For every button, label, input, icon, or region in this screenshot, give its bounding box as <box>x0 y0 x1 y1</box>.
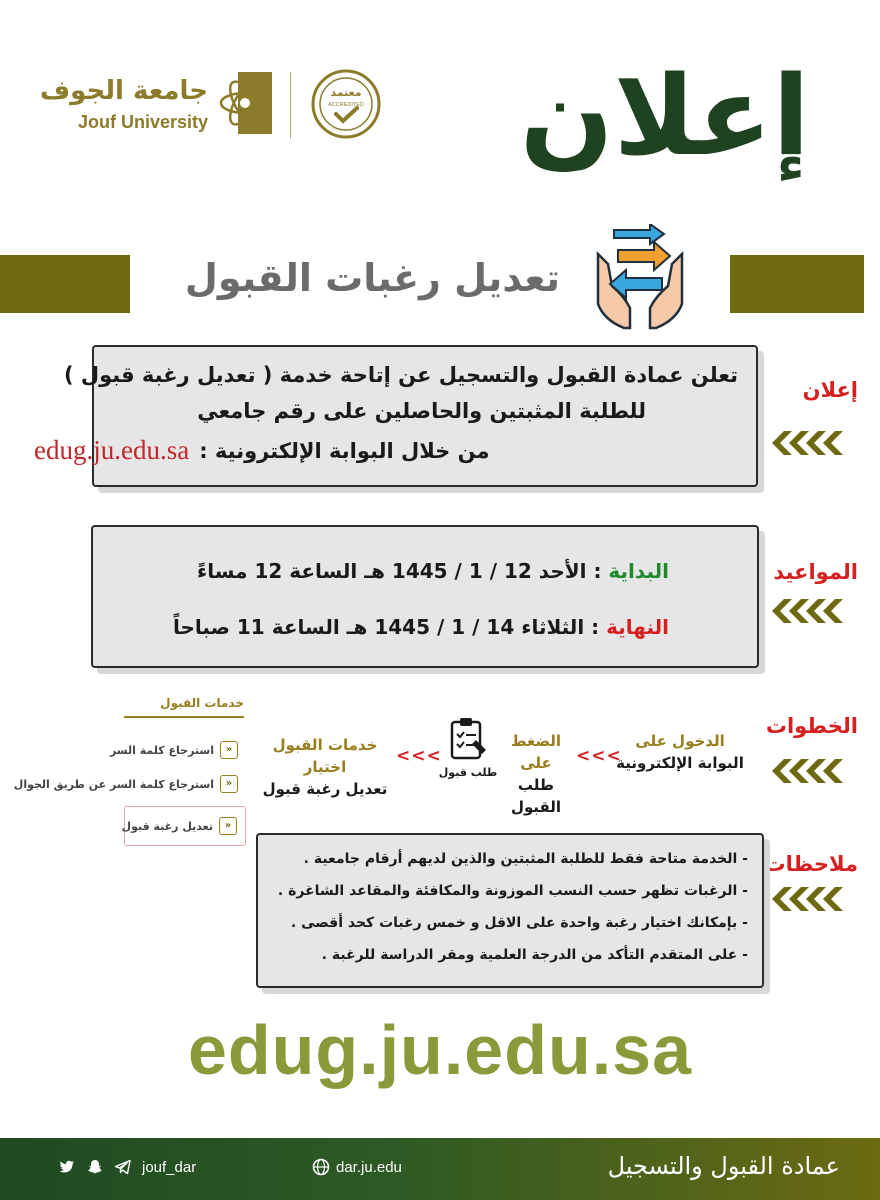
telegram-icon[interactable] <box>114 1158 132 1176</box>
snapchat-icon[interactable] <box>86 1158 104 1176</box>
accredited-seal-icon <box>310 68 382 140</box>
step-1 <box>612 730 748 774</box>
step-3-line-1: خدمات القبول اختيار <box>272 736 378 776</box>
section-label-notes: ملاحظات <box>764 852 858 876</box>
university-name-ar: جامعة الجوف <box>39 76 208 106</box>
hands-exchange-icon <box>590 224 690 334</box>
clipboard-caption: طلب قبول <box>438 766 498 779</box>
chevron-right-icon: » <box>220 775 238 793</box>
announcement-portal-text: من خلال البوابة الإلكترونية : <box>199 438 490 463</box>
end-date-label: النهاية <box>606 615 669 639</box>
menu-item-label: استرجاع كلمة السر <box>109 743 214 757</box>
step-2-line-2: طلب القبول <box>510 776 562 816</box>
globe-icon <box>312 1158 330 1176</box>
section-label-dates: المواعيد <box>773 560 858 584</box>
chevrons-icon <box>770 756 850 786</box>
services-menu-underline <box>124 716 244 718</box>
announcement-box <box>34 345 758 487</box>
notes-box <box>256 833 764 988</box>
step-1-line-1: الدخول على <box>635 732 725 750</box>
step-1-line-2: البوابة الإلكترونية <box>616 754 744 772</box>
announcement-url-link[interactable]: edug.ju.edu.sa <box>34 435 190 465</box>
announcement-line-3 <box>34 435 664 466</box>
start-date-label: البداية <box>608 559 669 583</box>
note-item: - بإمكانك اختيار رغبة واحدة على الاقل و خمس رغبات كحد أقصى . <box>290 915 748 931</box>
university-name-en: Jouf University <box>77 112 208 132</box>
step-2-line-1: الضغط على <box>510 732 562 772</box>
title-band-left <box>0 255 130 313</box>
chevrons-icon <box>770 428 850 458</box>
step-3 <box>254 734 396 800</box>
header-divider <box>290 72 291 138</box>
clipboard-icon <box>448 716 488 762</box>
menu-item-password-recovery-mobile[interactable] <box>13 772 238 796</box>
portal-url-link[interactable]: edug.ju.edu.sa <box>187 1011 693 1089</box>
footer-website[interactable] <box>312 1158 402 1176</box>
note-item: - على المتقدم التأكد من الدرجة العلمية ومقر الدراسة للرغبة . <box>321 947 748 963</box>
end-date-line <box>109 615 669 639</box>
seal-text-ar: معتمد <box>330 86 362 99</box>
footer-social <box>58 1158 196 1176</box>
section-label-announcement: إعلان <box>802 378 858 402</box>
menu-item-label: استرجاع كلمة السر عن طريق الجوال <box>13 777 214 791</box>
chevrons-icon <box>770 884 850 914</box>
footer-website-label: dar.ju.edu <box>336 1158 402 1176</box>
footer-handle-label: jouf_dar <box>142 1158 197 1176</box>
step-3-line-2: تعديل رغبة قبول <box>262 780 388 798</box>
section-label-steps: الخطوات <box>765 714 858 738</box>
services-menu-title: خدمات القبول <box>160 696 244 710</box>
note-item: - الخدمة متاحة فقط للطلبة المثبتين والذين لديهم أرقام جامعية . <box>303 851 748 867</box>
menu-item-modify-preference[interactable] <box>121 806 246 846</box>
dates-box <box>91 525 759 668</box>
chevrons-icon <box>770 596 850 626</box>
step-2 <box>494 730 578 818</box>
start-date-value: : الأحد 12 / 1 / 1445 هـ الساعة 12 مساءً <box>197 559 602 583</box>
menu-item-label: تعديل رغبة قبول <box>121 819 213 833</box>
step-arrows-1: <<< <box>576 746 622 766</box>
menu-item-password-recovery[interactable] <box>48 738 238 762</box>
service-title: تعديل رغبات القبول <box>184 256 560 300</box>
page-headline: إعلان <box>519 52 810 180</box>
start-date-line <box>109 559 669 583</box>
end-date-value: : الثلاثاء 14 / 1 / 1445 هـ الساعة 11 صباحاً <box>173 615 600 639</box>
footer-department-name: عمادة القبول والتسجيل <box>607 1152 840 1180</box>
university-logo <box>39 62 398 157</box>
note-item: - الرغبات تظهر حسب النسب الموزونة والمكافئة والمقاعد الشاغرة . <box>277 883 748 899</box>
twitter-icon[interactable] <box>58 1158 76 1176</box>
announcement-line-1: تعلن عمادة القبول والتسجيل عن إتاحة خدمة ( تعديل رغبة قبول ) <box>63 363 738 387</box>
step-arrows-2: <<< <box>396 746 442 766</box>
footer-bar <box>0 1138 880 1200</box>
title-band-right <box>730 255 864 313</box>
chevron-right-icon: » <box>220 741 238 759</box>
announcement-line-2: للطلبة المثبتين والحاصلين على رقم جامعي <box>197 399 646 423</box>
seal-text-en: ACCREDITED <box>328 102 364 108</box>
chevron-right-icon: » <box>219 817 237 835</box>
university-emblem-icon <box>216 70 274 136</box>
